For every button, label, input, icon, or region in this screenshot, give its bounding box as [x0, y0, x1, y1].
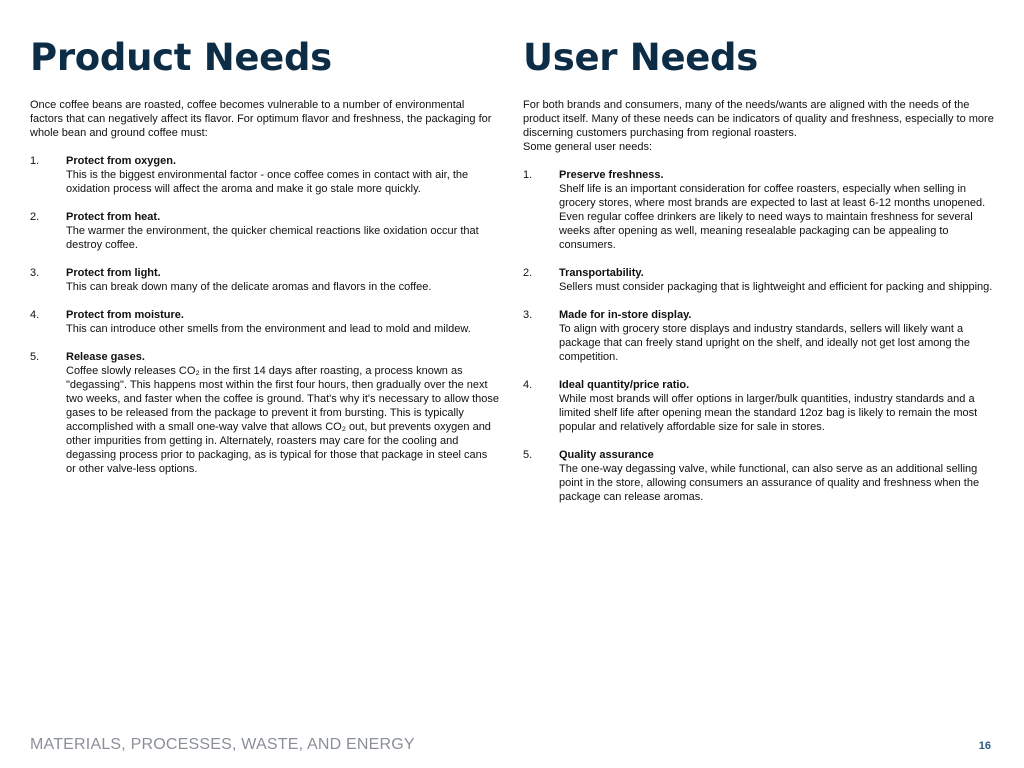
item-title: Transportability.	[559, 267, 644, 279]
item-title: Protect from moisture.	[66, 309, 184, 321]
list-item	[30, 266, 500, 294]
item-body: The one-way degassing valve, while functional, can also serve as an additional selling point in the store, allowing consumers an assurance of quality and freshness when the package can release aromas.	[559, 463, 980, 503]
item-body: Coffee slowly releases CO₂ in the first 14 days after roasting, a process known as "degassing". This happens most within the first four hours, then gradually over the next two weeks, and faster when the coffee is ground. That's why it's necessary to allow those gases to be released from the package to prevent it from bursting. This is typically accomplished with a small one-way valve that allows CO₂ out, but prevents oxygen and other impurities from getting in. Alternately, roasters may care for the cooling and degassing process prior to packaging, as is typical for those that package in steel cans or other valve-less options.	[66, 365, 500, 475]
item-body: While most brands will offer options in larger/bulk quantities, industry standards and a limited shelf life after opening mean the standard 12oz bag is likely to remain the most popular and relatively affordable size for sale in stores.	[559, 393, 978, 433]
product-needs-intro-text: Once coffee beans are roasted, coffee becomes vulnerable to a number of environmental factors that can negatively affect its flavor. For optimum flavor and freshness, the packaging for whole bean and ground coffee must:	[30, 99, 492, 139]
list-item	[523, 448, 995, 504]
product-needs-list	[30, 154, 500, 476]
item-number: 1.	[523, 169, 533, 181]
item-number: 3.	[523, 309, 533, 321]
item-number: 4.	[30, 309, 40, 321]
item-title: Protect from heat.	[66, 211, 161, 223]
page-number: 16	[978, 740, 991, 752]
user-needs-heading: User Needs	[523, 36, 758, 79]
item-title: Release gases.	[66, 351, 145, 363]
list-item	[30, 308, 500, 336]
item-body: This is the biggest environmental factor - once coffee comes in contact with air, the oxidation process will affect the aroma and make it go stale more quickly.	[66, 169, 469, 195]
item-number: 4.	[523, 379, 533, 391]
list-item	[523, 308, 995, 364]
item-number: 1.	[30, 155, 40, 167]
item-body: This can break down many of the delicate aromas and flavors in the coffee.	[66, 281, 432, 293]
footer-section-title: MATERIALS, PROCESSES, WASTE, AND ENERGY	[30, 736, 415, 753]
item-body: Sellers must consider packaging that is lightweight and efficient for packing and shipping.	[559, 281, 993, 293]
product-needs-intro	[30, 98, 500, 140]
item-body: The warmer the environment, the quicker chemical reactions like oxidation occur that destroy coffee.	[66, 225, 479, 251]
item-title: Ideal quantity/price ratio.	[559, 379, 690, 391]
item-number: 3.	[30, 267, 40, 279]
list-item	[30, 210, 500, 252]
item-title: Protect from oxygen.	[66, 155, 177, 167]
list-item	[523, 266, 995, 294]
item-number: 2.	[30, 211, 40, 223]
item-title: Made for in-store display.	[559, 309, 692, 321]
item-body: This can introduce other smells from the environment and lead to mold and mildew.	[66, 323, 471, 335]
item-body: Shelf life is an important consideration for coffee roasters, especially when selling in grocery stores, where most brands are expected to last at least 6-12 months unopened. Even regular coffee drinkers are likely to need ways to maintain freshness for several weeks after opening as well, meaning resealable packaging can be appealing to consumers.	[559, 183, 986, 251]
item-title: Quality assurance	[559, 449, 654, 461]
list-item	[30, 350, 500, 476]
user-needs-list	[523, 168, 995, 504]
product-needs-heading: Product Needs	[30, 36, 332, 79]
item-title: Preserve freshness.	[559, 169, 664, 181]
user-needs-intro	[523, 98, 995, 154]
item-number: 2.	[523, 267, 533, 279]
list-item	[523, 168, 995, 252]
item-number: 5.	[30, 351, 40, 363]
user-needs-intro-text: For both brands and consumers, many of the needs/wants are aligned with the needs of the product itself. Many of these needs can be indicators of quality and freshness, especially to more discerning customers purchasing from regional roasters.	[523, 99, 994, 139]
item-body: To align with grocery store displays and industry standards, sellers will likely want a package that can freely stand upright on the shelf, and ideally not get lost among the competition.	[559, 323, 970, 363]
user-needs-column	[523, 30, 995, 518]
product-needs-column	[30, 30, 500, 490]
user-needs-intro-text-2: Some general user needs:	[523, 141, 653, 153]
list-item	[30, 154, 500, 196]
item-number: 5.	[523, 449, 533, 461]
list-item	[523, 378, 995, 434]
item-title: Protect from light.	[66, 267, 161, 279]
